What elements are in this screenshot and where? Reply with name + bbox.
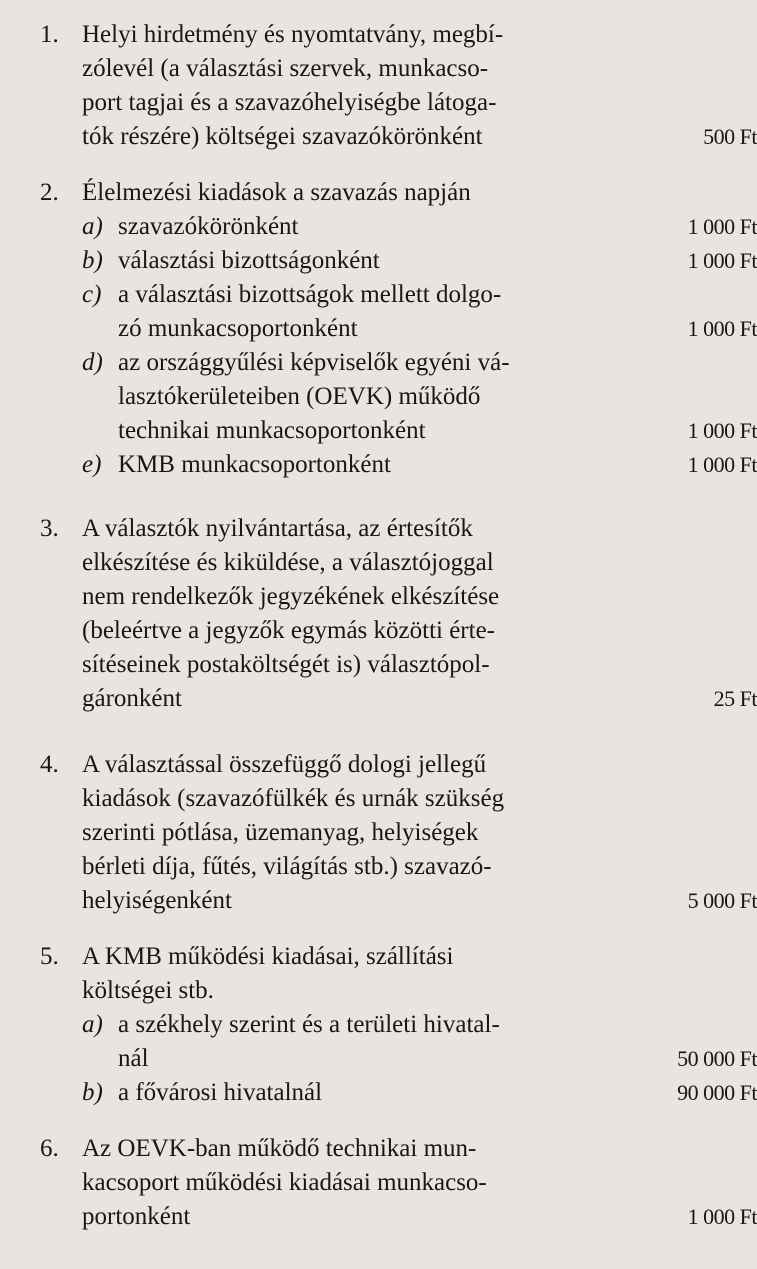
- sub-item-text-line: a székhely szerint és a területi hivatal-: [118, 1011, 500, 1038]
- sub-item-letter: e): [82, 451, 102, 478]
- item-text-line: helyiségenként: [82, 887, 232, 914]
- sub-item-text-line: az országgyűlési képviselők egyéni vá-: [118, 349, 510, 376]
- item-number: 3.: [40, 515, 59, 542]
- item-number: 2.: [40, 179, 59, 206]
- sub-item-b: [82, 244, 757, 278]
- item-number: 5.: [40, 943, 59, 970]
- item-text-line: szerinti pótlása, üzemanyag, helyiségek: [82, 819, 479, 846]
- sub-item-letter: b): [82, 247, 103, 274]
- sub-item-text-line: nál: [118, 1045, 149, 1072]
- sub-item-text-line: technikai munkacsoportonként: [118, 417, 426, 444]
- item-text-line: sítéseinek postaköltségét is) választópol-: [82, 651, 490, 678]
- item-amount: 5 000 Ft: [687, 888, 757, 913]
- item-text-line: kiadások (szavazófülkék és urnák szükség: [82, 785, 505, 812]
- item-number: 4.: [40, 751, 59, 778]
- sub-item-amount: 1 000 Ft: [687, 418, 757, 443]
- item-text-line: bérleti díja, fűtés, világítás stb.) szavazó-: [82, 853, 492, 880]
- item-text-line: zólevél (a választási szervek, munkacso-: [82, 55, 489, 82]
- sub-item-letter: b): [82, 1079, 103, 1106]
- sub-item-letter: a): [82, 1011, 103, 1038]
- sub-item-text-line: a választási bizottságok mellett dolgo-: [118, 281, 502, 308]
- item-text-line: A választók nyilvántartása, az értesítők: [82, 515, 473, 542]
- sub-item-amount: 1 000 Ft: [687, 214, 757, 239]
- sub-item-amount: 1 000 Ft: [687, 316, 757, 341]
- sub-item-e: [82, 448, 757, 482]
- item-text-line: kacsoport működési kiadásai munkacso-: [82, 1169, 487, 1196]
- item-amount: 500 Ft: [703, 124, 757, 149]
- item-text-line: elkészítése és kiküldése, a választójoggal: [82, 549, 494, 576]
- sub-item-c: [82, 278, 757, 346]
- item-text-line: A KMB működési kiadásai, szállítási: [82, 943, 454, 970]
- sub-item-amount: 90 000 Ft: [677, 1080, 757, 1105]
- item-text-line: nem rendelkezők jegyzékének elkészítése: [82, 583, 500, 610]
- sub-item-letter: d): [82, 349, 103, 376]
- sub-item-b: [82, 1076, 757, 1110]
- item-amount: 25 Ft: [713, 686, 757, 711]
- sub-item-amount: 1 000 Ft: [687, 452, 757, 477]
- sub-item-text-line: lasztókerületeiben (OEVK) működő: [118, 383, 481, 410]
- cost-item-2: [40, 176, 757, 482]
- sub-item-text-line: KMB munkacsoportonként: [118, 451, 391, 478]
- sub-item-text-line: választási bizottságonként: [118, 247, 380, 274]
- sub-item-text-line: szavazókörönként: [118, 213, 299, 240]
- item-text-line: (beleértve a jegyzők egymás közötti érte-: [82, 617, 496, 644]
- cost-item-6: [40, 1132, 757, 1234]
- item-text-line: A választással összefüggő dologi jellegű: [82, 751, 487, 778]
- item-text-line: költségei stb.: [82, 977, 214, 1004]
- item-text-line: Az OEVK-ban működő technikai mun-: [82, 1135, 477, 1162]
- sub-item-amount: 1 000 Ft: [687, 248, 757, 273]
- sub-item-d: [82, 346, 757, 448]
- item-text-line: tók részére) költségei szavazókörönként: [82, 123, 483, 150]
- sub-item-a: [82, 1008, 757, 1076]
- sub-item-letter: c): [82, 281, 102, 308]
- item-text-line: port tagjai és a szavazóhelyiségbe látoga-: [82, 89, 497, 116]
- sub-item-amount: 50 000 Ft: [677, 1046, 757, 1071]
- sub-item-a: [82, 210, 757, 244]
- cost-item-4: [40, 748, 757, 918]
- item-text-line: Helyi hirdetmény és nyomtatvány, megbí-: [82, 21, 504, 48]
- item-text-line: gáronként: [82, 685, 182, 712]
- item-text-line: portonként: [82, 1203, 191, 1230]
- cost-item-5: [40, 940, 757, 1110]
- item-number: 6.: [40, 1135, 59, 1162]
- item-amount: 1 000 Ft: [687, 1204, 757, 1229]
- sub-item-text-line: zó munkacsoportonként: [118, 315, 358, 342]
- cost-item-1: [40, 18, 757, 154]
- item-number: 1.: [40, 21, 59, 48]
- sub-item-text-line: a fővárosi hivatalnál: [118, 1079, 323, 1106]
- cost-item-3: [40, 512, 757, 716]
- item-text-line: Élelmezési kiadások a szavazás napján: [82, 179, 471, 206]
- sub-item-letter: a): [82, 213, 103, 240]
